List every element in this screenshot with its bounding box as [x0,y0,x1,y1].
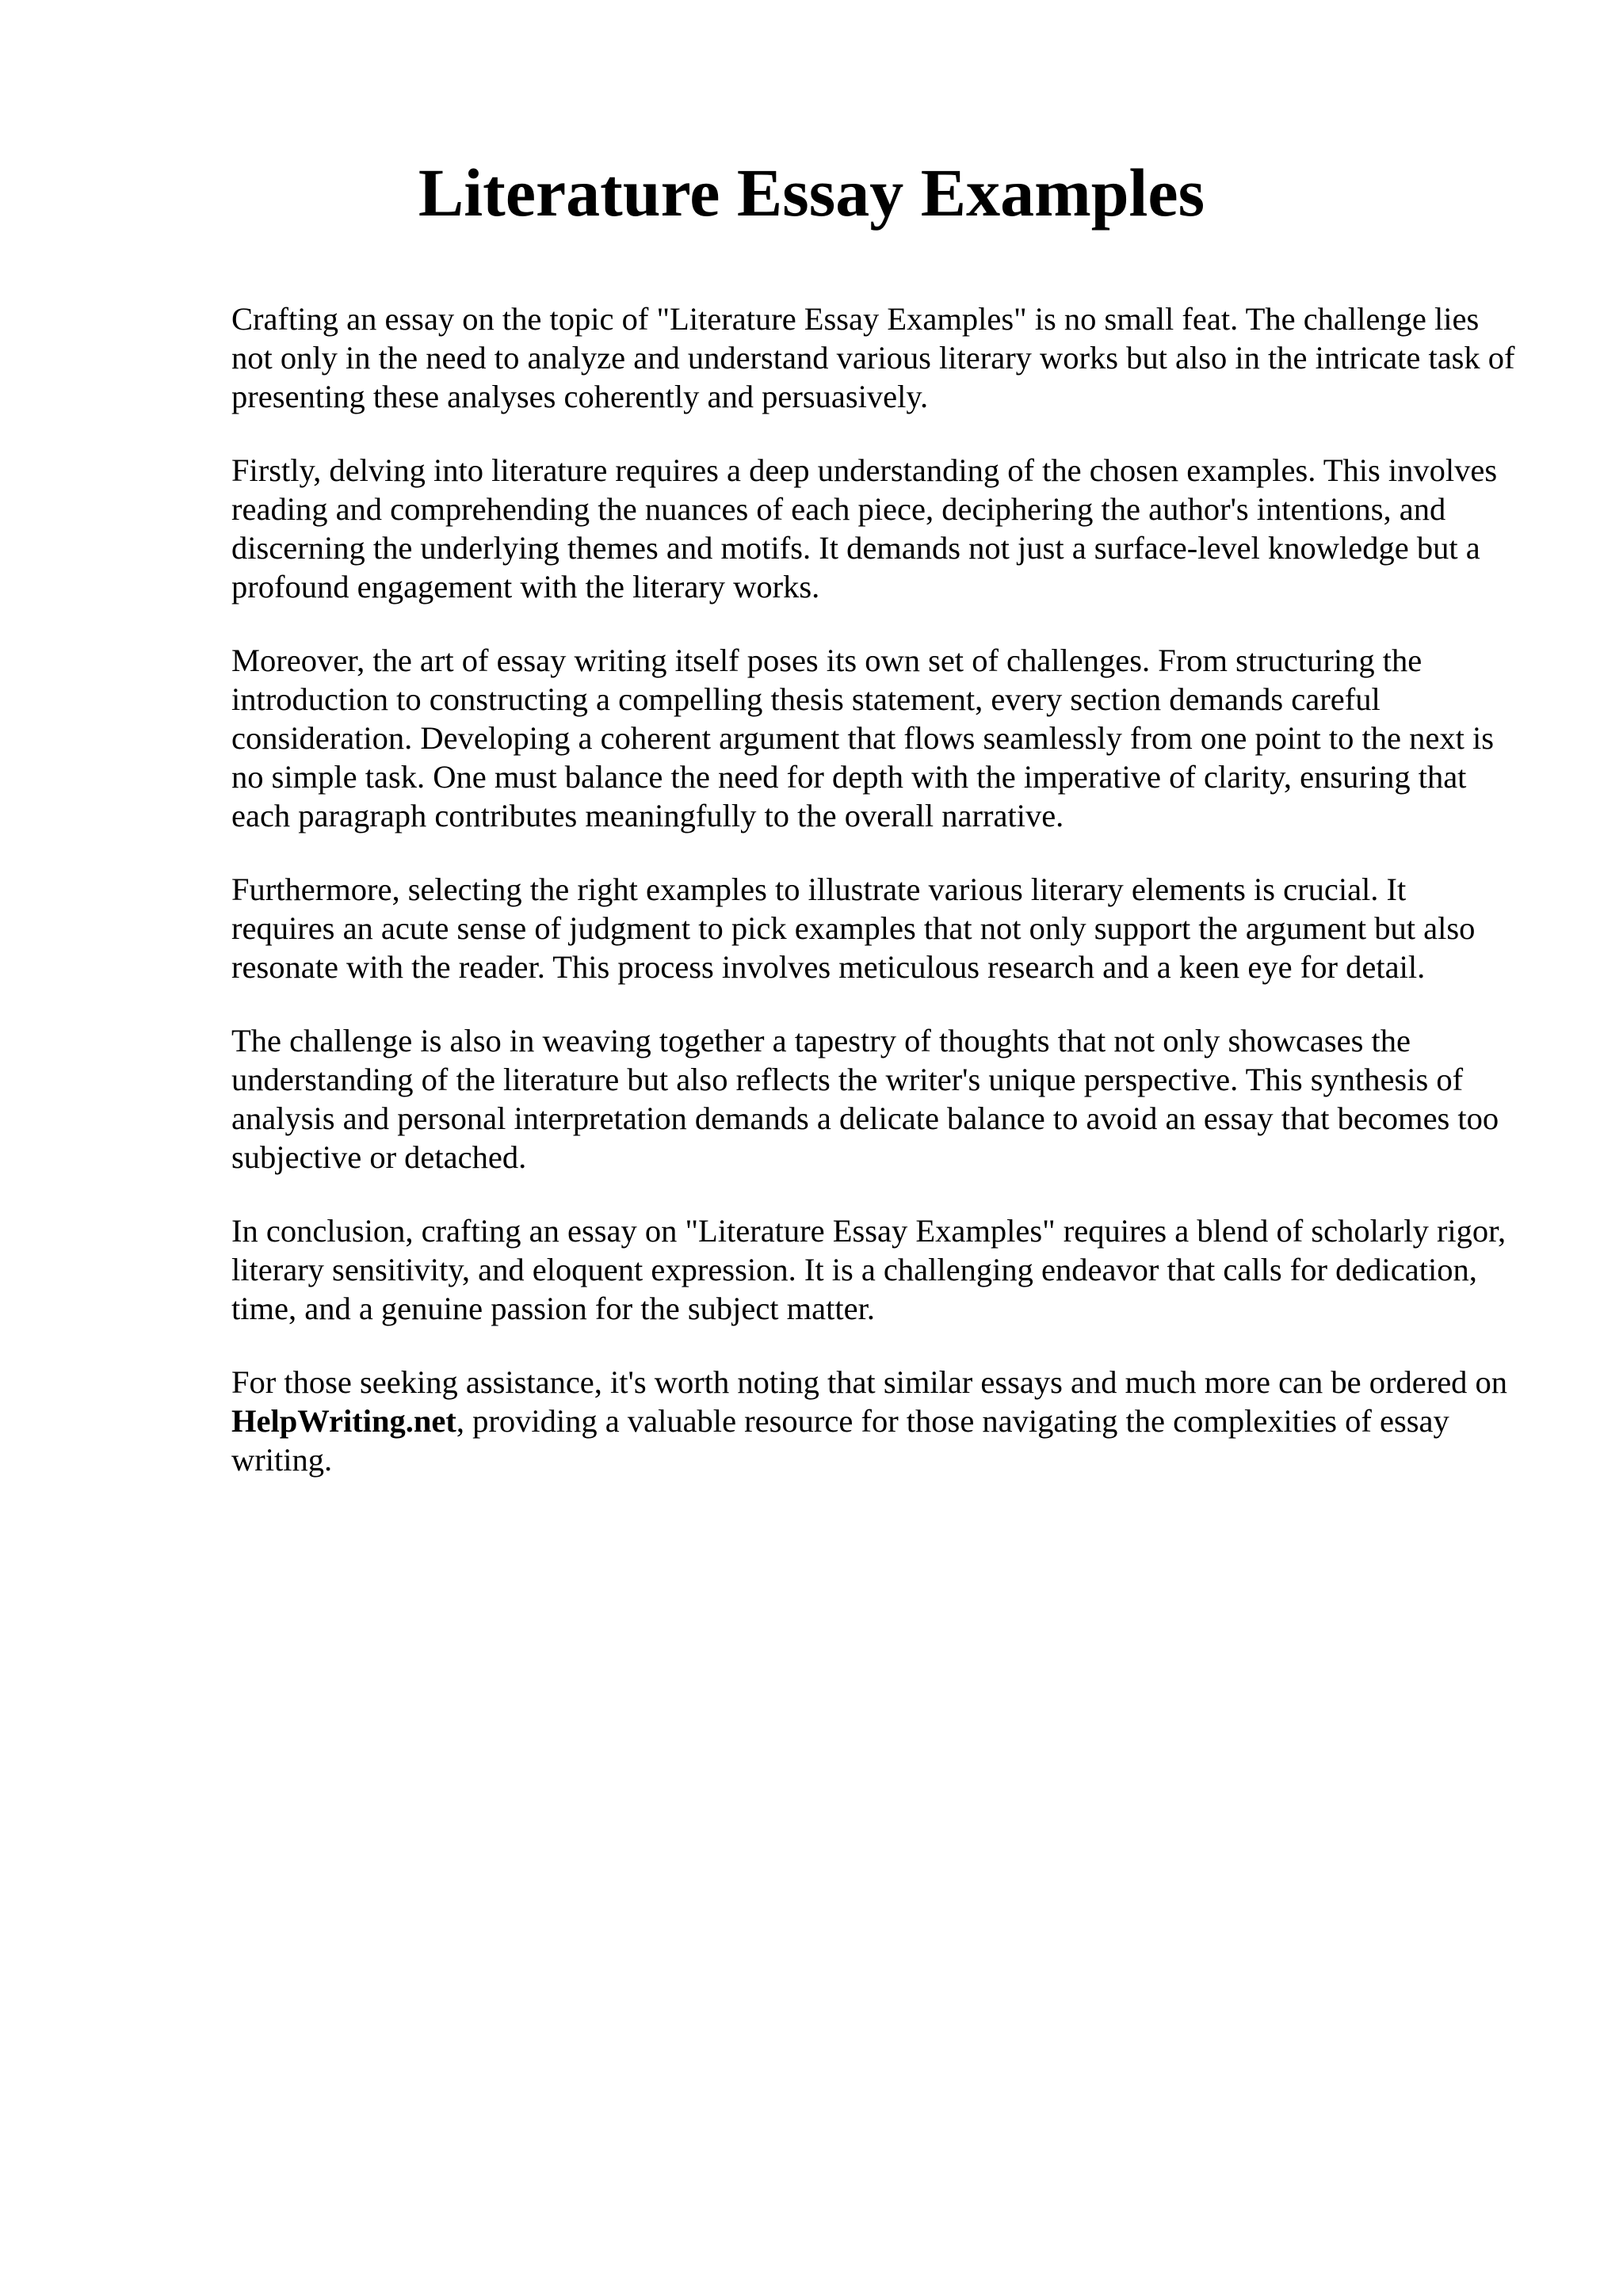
paragraph-intro: Crafting an essay on the topic of "Literature Essay Examples" is no small feat. The challenge lies not only in the need to analyze and understand various literary works but also in the intricate task of presenting these analyses coherently and persuasively. [231,301,1515,414]
paragraph-firstly: Firstly, delving into literature requires a deep understanding of the chosen examples. This involves reading and comprehending the nuances of each piece, deciphering the author's intentions, and discerning the underlying themes and motifs. It demands not just a surface-level knowledge but a profound engagement with the literary works. [231,452,1498,605]
paragraph-moreover: Moreover, the art of essay writing itself poses its own set of challenges. From structuring the introduction to constructing a compelling thesis statement, every section demands careful consideration. Developing a coherent argument that flows seamlessly from one point to the next is no simple task. One must balance the need for depth with the imperative of clarity, ensuring that each paragraph contributes meaningfully to the overall narrative. [231,643,1494,833]
helpwriting-link[interactable]: HelpWriting.net [231,1403,456,1439]
essay-body [231,299,1515,1514]
paragraph-closing [231,1363,1515,1479]
paragraph-furthermore: Furthermore, selecting the right examples to illustrate various literary elements is crucial. It requires an acute sense of judgment to pick examples that not only support the argument but also resonate with the reader. This process involves meticulous research and a keen eye for detail. [231,871,1476,985]
closing-text-before: For those seeking assistance, it's worth noting that similar essays and much more can be ordered on [231,1364,1508,1400]
closing-text-after: , providing a valuable resource for those navigating the complexities of essay writing. [231,1403,1449,1478]
page-title: Literature Essay Examples [418,154,1205,231]
paragraph-conclusion: In conclusion, crafting an essay on "Literature Essay Examples" requires a blend of scholarly rigor, literary sensitivity, and eloquent expression. It is a challenging endeavor that calls for dedication, time, and a genuine passion for the subject matter. [231,1213,1507,1326]
paragraph-challenge: The challenge is also in weaving together a tapestry of thoughts that not only showcases the understanding of the literature but also reflects the writer's unique perspective. This synthesis of analysis and personal interpretation demands a delicate balance to avoid an essay that becomes too subjective or detached. [231,1023,1499,1175]
